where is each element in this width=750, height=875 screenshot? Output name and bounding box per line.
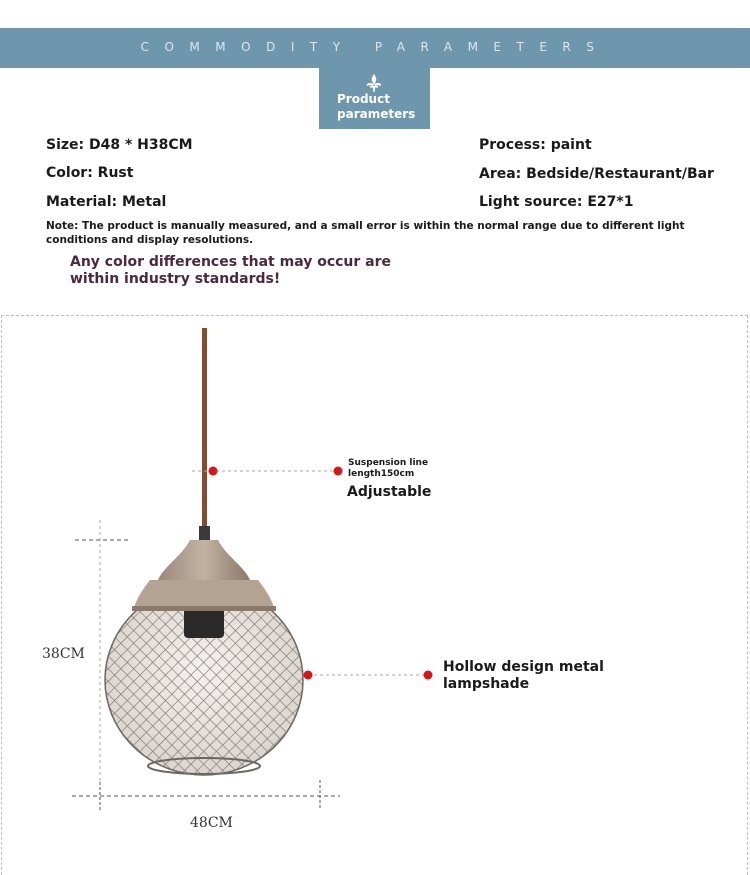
spec-area: Area: Bedside/Restaurant/Bar <box>479 166 714 182</box>
suspension-marker-left <box>209 467 218 476</box>
spec-light-source: Light source: E27*1 <box>479 194 634 210</box>
spec-material: Material: Metal <box>46 194 167 210</box>
spec-process: Process: paint <box>479 137 592 153</box>
suspension-marker-right <box>334 467 343 476</box>
suspension-cord <box>202 328 207 528</box>
suspension-line-label-1: Suspension line <box>348 458 429 468</box>
shade-marker-left <box>304 671 313 680</box>
lamp-cap <box>158 540 250 580</box>
shade-label-line2: lampshade <box>443 676 530 692</box>
adjustable-label: Adjustable <box>347 484 432 500</box>
height-dimension-label: 38CM <box>42 646 85 662</box>
shade-label-line1: Hollow design metal <box>443 659 604 675</box>
width-dimension-label: 48CM <box>190 815 233 831</box>
shade-marker-right <box>424 671 433 680</box>
measurement-note: Note: The product is manually measured, and a small error is within the normal range due to different light conditions and display resolutions. <box>46 220 685 246</box>
banner-title: COMMODITY PARAMETERS <box>140 40 610 54</box>
tab-label-line2: parameters <box>337 107 416 121</box>
cord-connector <box>199 526 210 540</box>
spec-size: Size: D48 * H38CM <box>46 137 193 153</box>
color-difference-note: Any color differences that may occur are within industry standards! <box>70 254 392 287</box>
tab-label-line1: Product <box>337 92 390 106</box>
suspension-line-label-2: length150cm <box>348 469 415 479</box>
spec-color: Color: Rust <box>46 165 134 181</box>
